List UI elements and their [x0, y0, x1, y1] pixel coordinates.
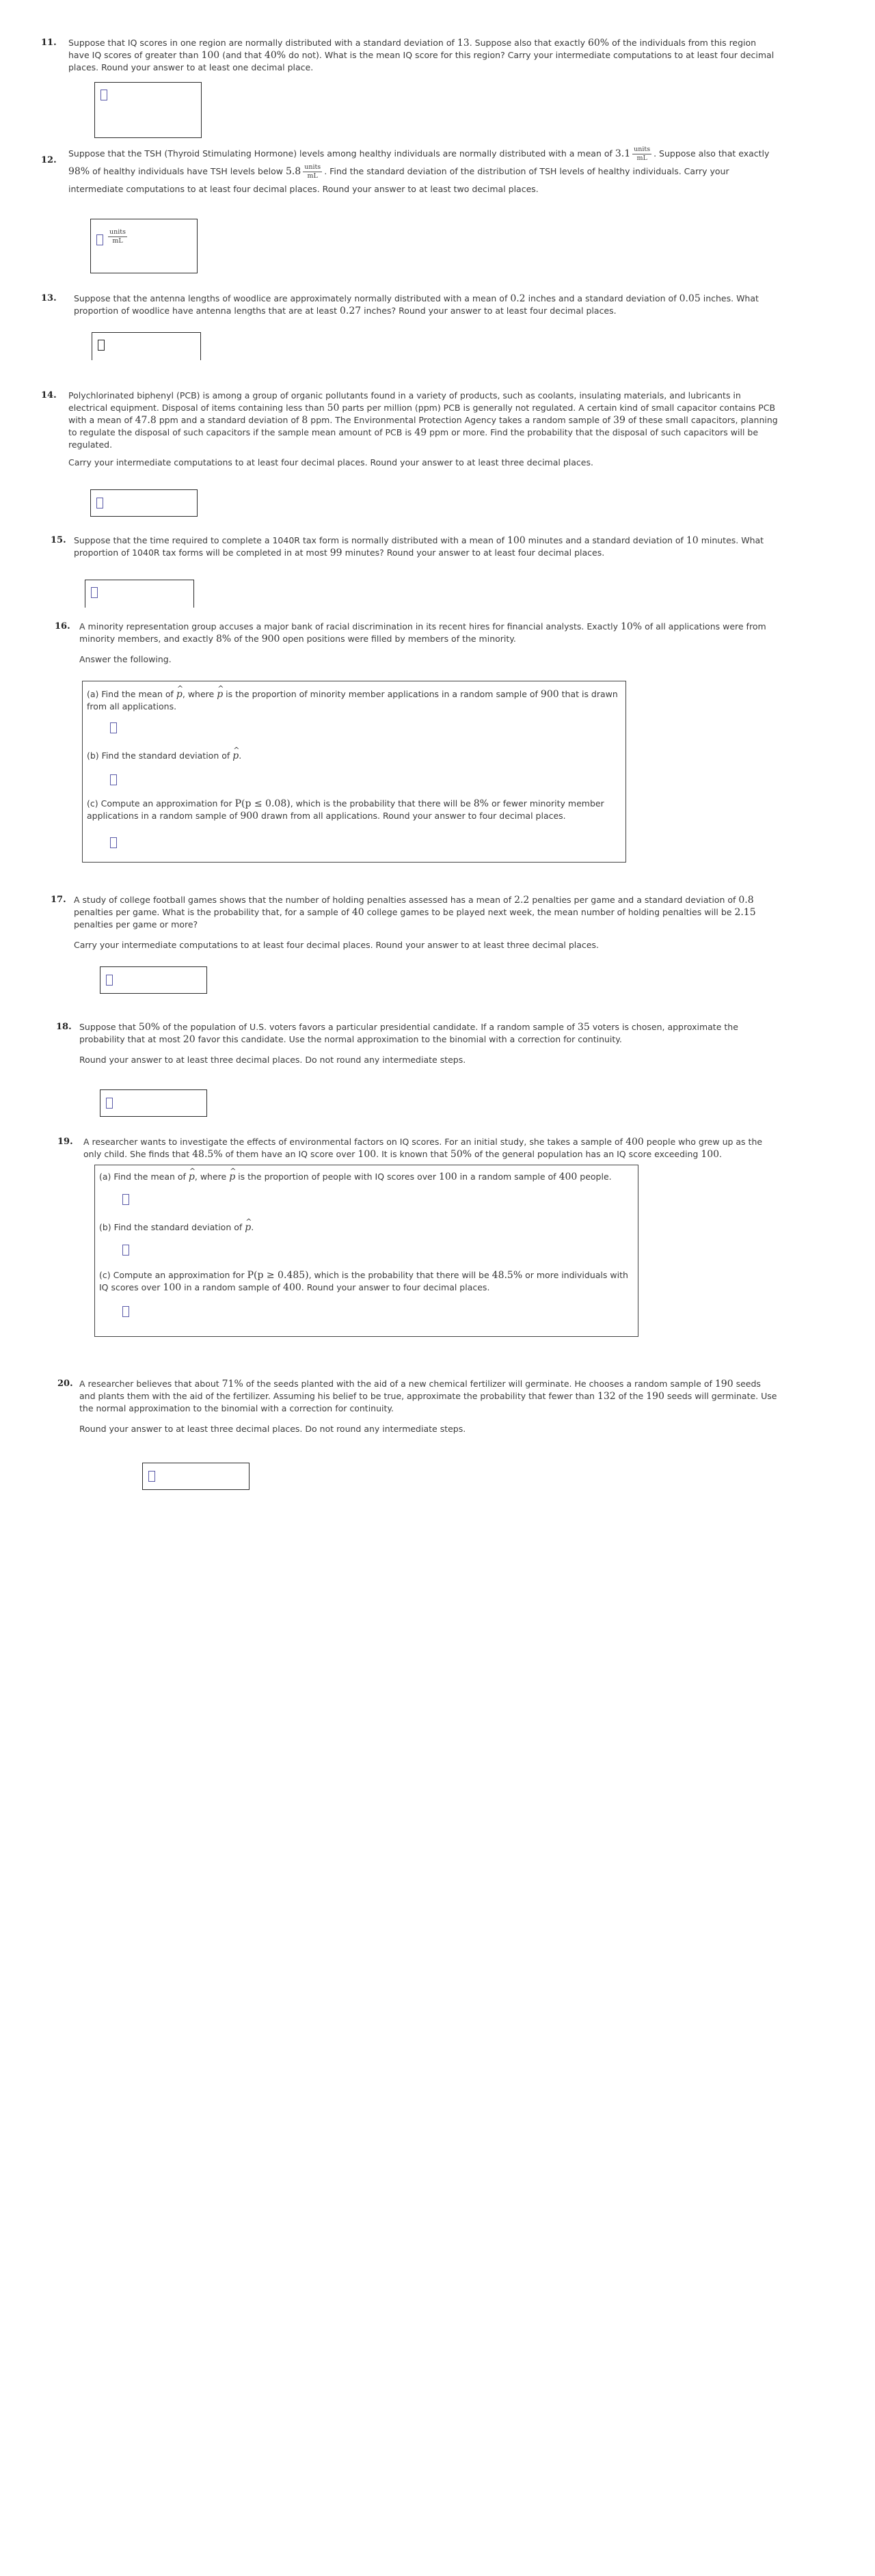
- question-11: [41, 37, 779, 74]
- answer-input-15[interactable]: [85, 580, 194, 608]
- text-cursor-icon: [98, 340, 105, 351]
- text-cursor-icon: [91, 587, 98, 598]
- question-text: A minority representation group accuses a major bank of racial discrimination in its recent hires for financial analysts. Exactly 10% of all applications were from minority members, and exactly 8% of the 900 open positions were filled by members of the minority. Answer the following.: [79, 621, 779, 666]
- answer-unit-fraction: units mL: [109, 228, 126, 245]
- question-text: Suppose that 50% of the population of U.S. voters favors a particular presidential candidate. If a random sample of 35 voters is chosen, approximate the probability that at most 20 favor this candidate. Use the normal approximation to the binomial with a correction for continuity. Round your answer to at least three decimal places. Do not round any intermediate steps.: [79, 1021, 779, 1066]
- question-number: 12.: [41, 155, 57, 165]
- answer-input-16b[interactable]: [110, 774, 117, 785]
- question-number: 19.: [57, 1137, 73, 1147]
- question-12: [41, 145, 779, 198]
- instruction-note: Round your answer to at least three decimal places. Do not round any intermediate steps.: [79, 1055, 466, 1065]
- question-text: Suppose that the antenna lengths of woodlice are approximately normally distributed with a mean of 0.2 inches and a standard deviation of 0.05 inches. What proportion of woodlice have antenna lengths that are at least 0.27 inches? Round your answer to at least four decimal places.: [74, 293, 759, 316]
- part-a: (a) Find the mean of ^ p, where ^ p is the proportion of minority member applications in a random sample of 900 that is drawn from all applications.: [87, 688, 619, 713]
- units-per-ml-fraction: $\frac{\text{units}}{mL}$: [304, 163, 321, 180]
- answer-input-18[interactable]: [100, 1089, 207, 1117]
- text-cursor-icon: [96, 498, 103, 509]
- part-c: (c) Compute an approximation for P(p ≤ 0.08), which is the probability that there will be 8% or fewer minority member applications in a random sample of 900 drawn from all applications. Round your answer to four decimal places.: [87, 798, 604, 822]
- question-text: Polychlorinated biphenyl (PCB) is among a group of organic pollutants found in a variety of products, such as coolants, insulating materials, and lubricants in electrical equipment. Disposal of items containing less than 50 parts per million (ppm) PCB is generally not regulated. A certain kind of small capacitor contains PCB with a mean of 47.8 ppm and a standard deviation of 8 ppm. The Environmental Protection Agency takes a random sample of 39 of these small capacitors, planning to regulate the disposal of such capacitors if the sample mean amount of PCB is 49 ppm or more. Find the probability that the disposal of such capacitors will be regulated. Carry your intermediate computations to at least four decimal places. Round your answer to at least three decimal places.: [68, 390, 779, 469]
- answer-input-12[interactable]: [90, 219, 198, 273]
- question-17: [41, 894, 779, 957]
- answer-input-16a[interactable]: [110, 722, 117, 733]
- question-number: 18.: [56, 1022, 72, 1032]
- units-per-ml-fraction: $\frac{\text{units}}{mL}$: [634, 146, 651, 162]
- text-cursor-icon: [148, 1471, 155, 1482]
- answer-input-17[interactable]: [100, 966, 207, 994]
- instruction-note: Carry your intermediate computations to at least four decimal places. Round your answer to at least three decimal places.: [74, 940, 599, 950]
- answer-input-19c[interactable]: [122, 1306, 129, 1317]
- question-16-parts-panel: [82, 681, 626, 863]
- text-cursor-icon: [100, 90, 107, 100]
- text-cursor-icon: [106, 975, 113, 986]
- part-b: (b) Find the standard deviation of ^ p.: [87, 750, 619, 762]
- question-14: [41, 390, 779, 474]
- answer-input-14[interactable]: [90, 489, 198, 517]
- question-16: [41, 621, 779, 671]
- instruction-note: Round your answer to at least three decimal places. Do not round any intermediate steps.: [79, 1424, 466, 1434]
- instruction-note: Answer the following.: [79, 654, 172, 664]
- question-number: 13.: [41, 293, 57, 303]
- question-text: Suppose that the time required to complete a 1040R tax form is normally distributed with a mean of 100 minutes and a standard deviation of 10 minutes. What proportion of 1040R tax forms will be completed in at most 99 minutes? Round your answer to at least four decimal places.: [74, 535, 764, 558]
- question-number: 16.: [55, 621, 70, 632]
- answer-input-19b[interactable]: [122, 1245, 129, 1256]
- question-text: A study of college football games shows that the number of holding penalties assessed has a mean of 2.2 penalties per game and a standard deviation of 0.8 penalties per game. What is the probability that, for a sample of 40 college games to be played next week, the mean number of holding penalties will be 2.15 penalties per game or more? Carry your intermediate computations to at least four decimal places. Round your answer to at least three decimal places.: [74, 894, 779, 951]
- question-19-parts-panel: [94, 1165, 638, 1337]
- question-18: [41, 1021, 779, 1072]
- question-number: 11.: [41, 38, 57, 48]
- question-text: Suppose that IQ scores in one region are normally distributed with a standard deviation of 13. Suppose also that exactly 60% of the individuals from this region have IQ scores of greater than 100 (and that 40% do not). What is the mean IQ score for this region? Carry your intermediate computations to at least four decimal places. Round your answer to at least one decimal place.: [68, 38, 775, 72]
- question-13: [41, 293, 779, 317]
- answer-input-13[interactable]: [92, 332, 201, 360]
- question-text: A researcher believes that about 71% of the seeds planted with the aid of a new chemical fertilizer will germinate. He chooses a random sample of 190 seeds and plants them with the aid of the fertilizer. Assuming his belief to be true, approximate the probability that fewer than 132 of the 190 seeds will germinate. Use the normal approximation to the binomial with a correction for continuity. Round your answer to at least three decimal places. Do not round any intermediate steps.: [79, 1378, 779, 1435]
- answer-input-19a[interactable]: [122, 1194, 129, 1205]
- question-number: 17.: [51, 895, 66, 905]
- question-15: [41, 534, 779, 559]
- answer-input-20[interactable]: [142, 1463, 250, 1490]
- question-text: Suppose that the TSH (Thyroid Stimulating Hormone) levels among healthy individuals are normally distributed with a mean of 3.1 $\frac{\text{units}}{mL}$ . Suppose also that exactly 98% of healthy individuals have TSH levels below 5.8 $\frac{\text{units}}{mL}$ . Find the standard deviation of the distribution of TSH levels of healthy individuals. Carry your intermediate computations to at least four decimal places. Round your answer to at least two decimal places.: [68, 146, 770, 194]
- part-c: (c) Compute an approximation for P(p ≥ 0.485), which is the probability that there will be 48.5% or more individuals with IQ scores over 100 in a random sample of 400. Round your answer to four decimal places.: [99, 1270, 628, 1293]
- text-cursor-icon: [106, 1098, 113, 1109]
- instruction-note: Carry your intermediate computations to at least four decimal places. Round your answer to at least three decimal places.: [68, 457, 593, 467]
- question-number: 14.: [41, 390, 57, 401]
- question-19: [41, 1136, 779, 1161]
- question-number: 20.: [57, 1379, 73, 1389]
- part-a: (a) Find the mean of ^ p, where ^ p is the proportion of people with IQ scores over 100 in a random sample of 400 people.: [99, 1171, 631, 1183]
- part-b: (b) Find the standard deviation of ^ p.: [99, 1221, 631, 1234]
- answer-input-16c[interactable]: [110, 837, 117, 848]
- question-text: A researcher wants to investigate the effects of environmental factors on IQ scores. For an initial study, she takes a sample of 400 people who grew up as the only child. She finds that 48.5% of them have an IQ score over 100. It is known that 50% of the general population has an IQ score exceeding 100.: [83, 1137, 763, 1160]
- question-20: [41, 1378, 779, 1441]
- question-number: 15.: [51, 535, 66, 545]
- text-cursor-icon: [96, 234, 103, 245]
- answer-input-11[interactable]: [94, 82, 202, 138]
